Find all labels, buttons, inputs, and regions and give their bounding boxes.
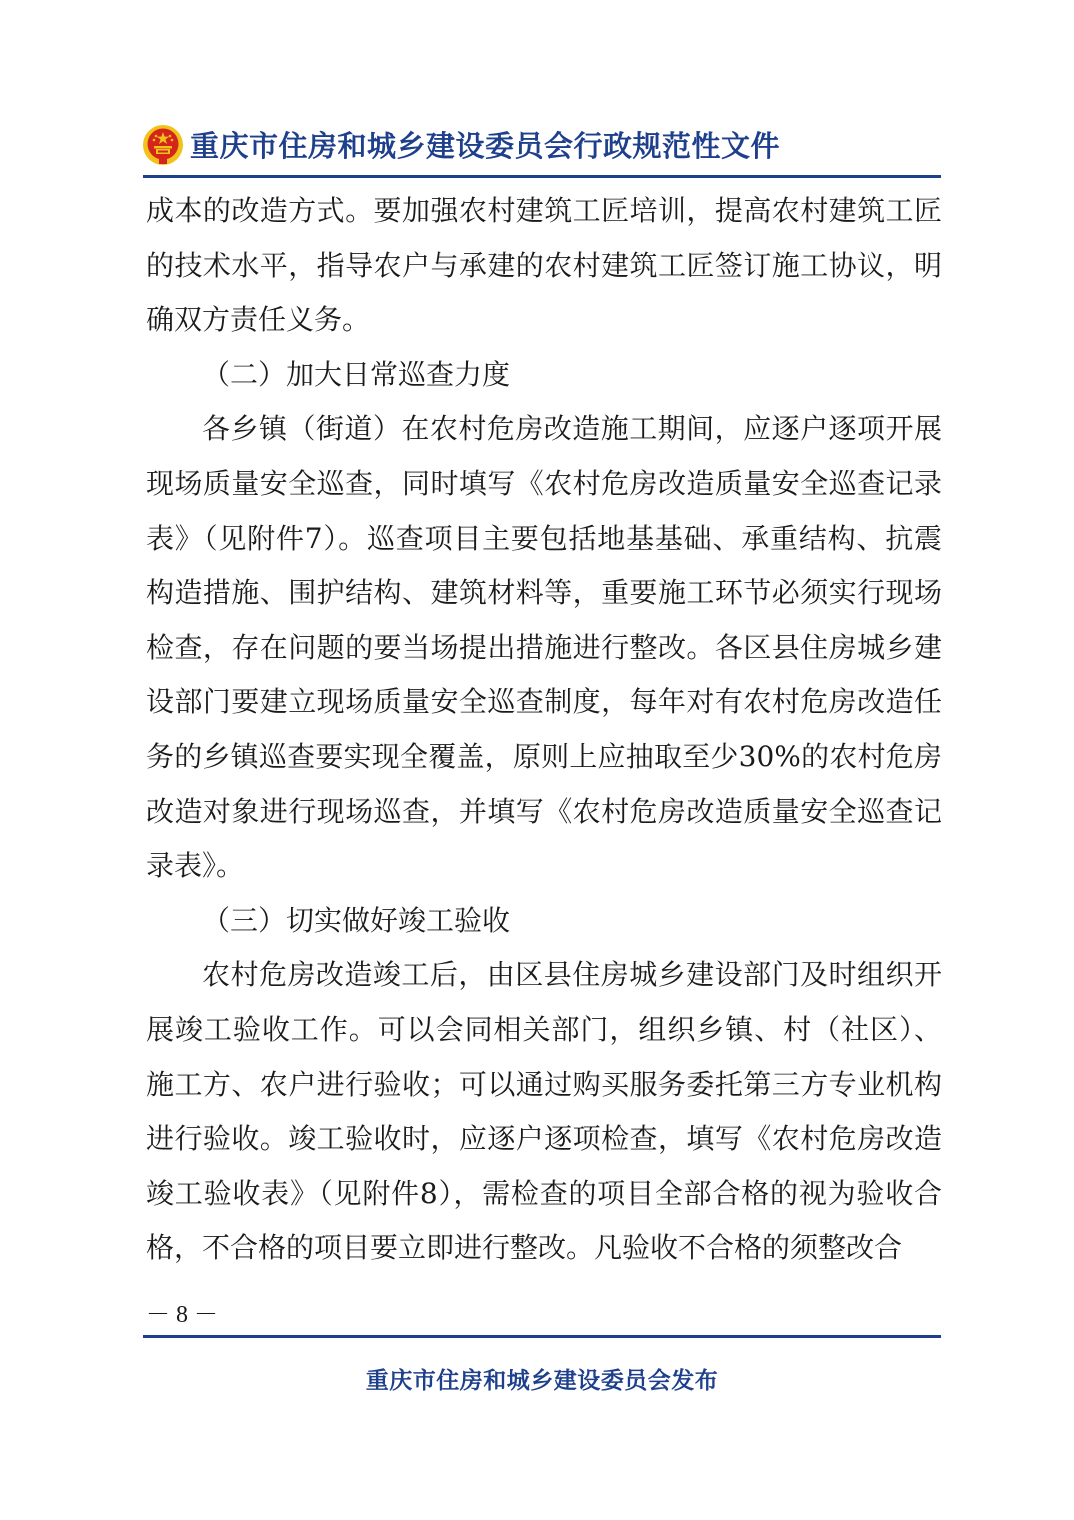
header-title: 重庆市住房和城乡建设委员会行政规范性文件 (190, 129, 781, 163)
page-number: － 8 － (146, 1302, 218, 1328)
header-divider (143, 175, 941, 178)
section-heading: （二）加大日常巡查力度 (202, 357, 511, 391)
document-body (146, 184, 942, 1276)
paragraph: 各乡镇（街道）在农村危房改造施工期间，应逐户逐项开展现场质量安全巡查，同时填写《农村危房改造质量安全巡查记录表》（见附件7）。巡查项目主要包括地基基础、承重结构、抗震构造措施、围护结构、建筑材料等，重要施工环节必须实行现场检查，存在问题的要当场提出措施进行整改。各区县住房城乡建设部门要建立现场质量安全巡查制度，每年对有农村危房改造任务的乡镇巡查要实现全覆盖，原则上应抽取至少30%的农村危房改造对象进行现场巡查，并填写《农村危房改造质量安全巡查记录表》。 (146, 412, 942, 883)
paragraph: 成本的改造方式。要加强农村建筑工匠培训，提高农村建筑工匠的技术水平，指导农户与承建的农村建筑工匠签订施工协议，明确双方责任义务。 (146, 194, 942, 337)
section-heading: （三）切实做好竣工验收 (202, 903, 511, 937)
document-header (140, 118, 940, 168)
footer-divider (143, 1335, 941, 1338)
paragraph: 农村危房改造竣工后，由区县住房城乡建设部门及时组织开展竣工验收工作。可以会同相关部门，组织乡镇、村（社区）、施工方、农户进行验收；可以通过购买服务委托第三方专业机构进行验收。竣工验收时，应逐户逐项检查，填写《农村危房改造竣工验收表》（见附件8），需检查的项目全部合格的视为验收合格，不合格的项目要立即进行整改。凡验收不合格的须整改合 (146, 958, 942, 1265)
footer-publisher: 重庆市住房和城乡建设委员会发布 (365, 1368, 719, 1394)
national-emblem-icon (142, 124, 184, 166)
